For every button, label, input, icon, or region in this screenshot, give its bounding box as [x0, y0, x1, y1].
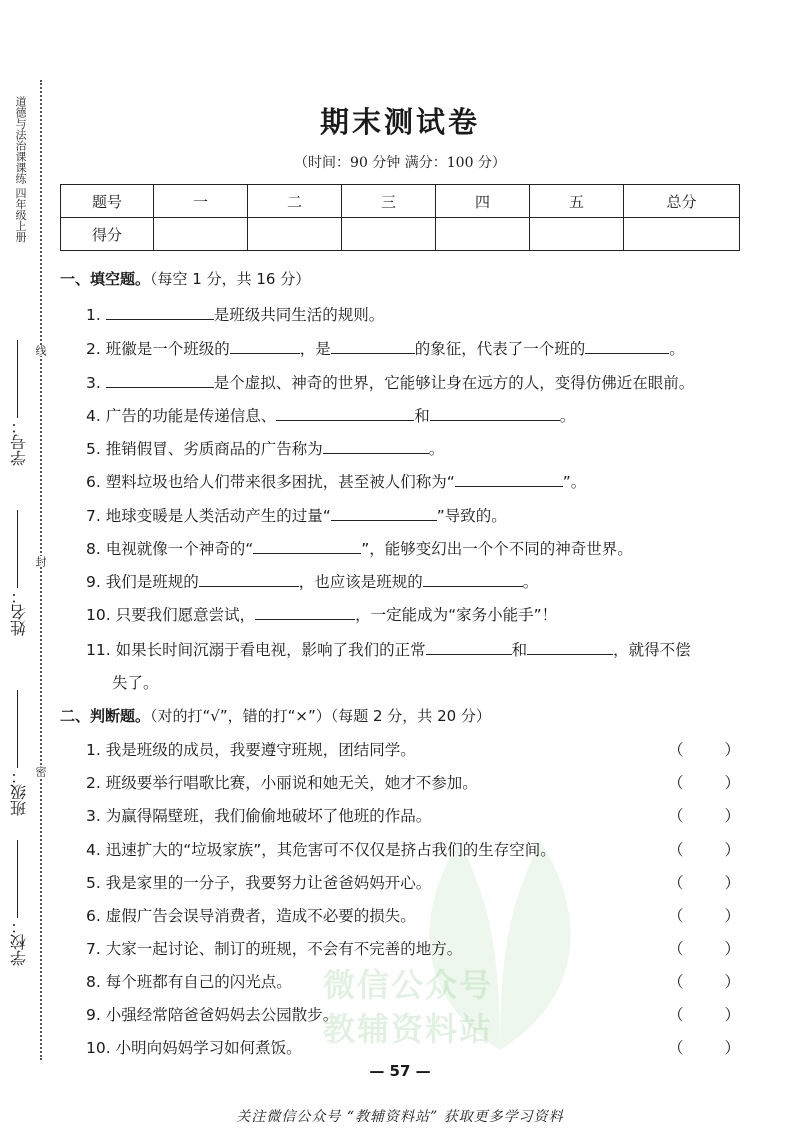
score-cell[interactable] — [530, 218, 624, 251]
score-cell[interactable] — [436, 218, 530, 251]
footer-note: 关注微信公众号 “教辅资料站” 获取更多学习资料 — [236, 1109, 564, 1125]
answer-parens[interactable] — [668, 970, 740, 992]
score-table — [60, 184, 740, 251]
question-text: ”。 — [562, 473, 587, 491]
score-header-cell: 题号 — [61, 185, 154, 218]
class-field — [6, 690, 32, 816]
question-text: 10. 只要我们愿意尝试， — [86, 606, 256, 624]
score-table-score-row — [61, 218, 740, 251]
score-header-cell: 四 — [436, 185, 530, 218]
answer-blank[interactable] — [426, 637, 512, 655]
fill-question-3 — [86, 370, 694, 393]
section-2-title: 二、判断题。 — [60, 707, 151, 725]
paren-open: （ — [668, 774, 684, 792]
answer-parens[interactable] — [668, 771, 740, 793]
question-text: ”导致的。 — [436, 507, 507, 525]
book-label: 道德与法治课课练 四年级上册 — [14, 96, 27, 243]
paren-close: ） — [724, 807, 740, 825]
question-text: 是个虚拟、神奇的世界，它能够让身在远方的人，变得仿佛近在眼前。 — [213, 374, 695, 392]
paren-open: （ — [668, 807, 684, 825]
question-text: 。 — [559, 407, 576, 425]
answer-blank[interactable] — [199, 569, 299, 587]
question-text: ，一定能成为“家务小能手”！ — [355, 606, 558, 624]
fill-question-11-continued: 失了。 — [112, 674, 159, 692]
question-text: 2. 班徽是一个班级的 — [86, 340, 230, 358]
paren-close: ） — [724, 841, 740, 859]
answer-blank[interactable] — [276, 403, 414, 421]
paren-close: ） — [724, 741, 740, 759]
judge-question-10: 10. 小明向妈妈学习如何煮饭。 — [86, 1039, 302, 1057]
student-name-field — [6, 510, 32, 636]
fill-question-5 — [86, 436, 444, 459]
judge-question-5: 5. 我是家里的一分子，我要努力让爸爸妈妈开心。 — [86, 874, 432, 892]
paren-open: （ — [668, 874, 684, 892]
paren-close: ） — [724, 1039, 740, 1057]
fill-question-4 — [86, 403, 575, 426]
student-name-line[interactable] — [18, 510, 19, 588]
answer-parens[interactable] — [668, 904, 740, 926]
section-1-note: （每空 1 分，共 16 分） — [150, 270, 311, 288]
question-text: 。 — [522, 573, 539, 591]
answer-parens[interactable] — [668, 871, 740, 893]
fill-question-2 — [86, 336, 685, 359]
question-number: 3. — [86, 374, 101, 392]
judge-question-7: 7. 大家一起讨论、制订的班规，不会有不完善的地方。 — [86, 940, 463, 958]
page-title: 期末测试卷 — [319, 105, 480, 139]
class-line[interactable] — [18, 690, 19, 768]
answer-blank[interactable] — [323, 436, 429, 454]
question-text: ，就得不偿 — [613, 641, 691, 659]
answer-blank[interactable] — [106, 302, 214, 320]
answer-blank[interactable] — [455, 469, 563, 487]
cut-mark-dense: 密 — [34, 766, 47, 777]
question-text: 。 — [669, 340, 685, 358]
fill-question-7 — [86, 503, 507, 526]
section-2-heading — [60, 705, 491, 726]
answer-blank[interactable] — [585, 336, 669, 354]
paren-open: （ — [668, 741, 684, 759]
paren-open: （ — [668, 1006, 684, 1024]
exam-info: （时间：90 分钟 满分：100 分） — [294, 155, 506, 171]
fill-question-11 — [86, 637, 691, 660]
paren-close: ） — [724, 874, 740, 892]
fill-question-9 — [86, 569, 538, 592]
fill-question-8 — [86, 536, 633, 559]
question-text: ”，能够变幻出一个个不同的神奇世界。 — [361, 540, 633, 558]
score-cell[interactable] — [154, 218, 248, 251]
judge-question-8: 8. 每个班都有自己的闪光点。 — [86, 973, 292, 991]
judge-question-4: 4. 迅速扩大的“垃圾家族”，其危害可不仅仅是挤占我们的生存空间。 — [86, 841, 556, 859]
paren-open: （ — [668, 940, 684, 958]
question-number: 1. — [86, 306, 101, 324]
question-text: 7. 地球变暖是人类活动产生的过量“ — [86, 507, 331, 525]
paren-open: （ — [668, 907, 684, 925]
student-number-line[interactable] — [18, 340, 19, 418]
cut-mark-seal: 封 — [34, 556, 47, 567]
question-text: 的象征，代表了一个班的 — [414, 340, 586, 358]
score-cell[interactable] — [342, 218, 436, 251]
answer-blank[interactable] — [331, 503, 437, 521]
question-text: 8. 电视就像一个神奇的“ — [86, 540, 254, 558]
score-cell[interactable] — [248, 218, 342, 251]
answer-parens[interactable] — [668, 1003, 740, 1025]
cut-line — [40, 80, 42, 1060]
answer-parens[interactable] — [668, 838, 740, 860]
answer-blank[interactable] — [106, 370, 214, 388]
answer-blank[interactable] — [527, 637, 613, 655]
judge-question-1: 1. 我是班级的成员，我要遵守班规，团结同学。 — [86, 741, 416, 759]
cut-mark-line: 线 — [34, 345, 47, 356]
school-label: 学校： — [9, 918, 29, 966]
score-header-cell: 总分 — [624, 185, 740, 218]
paren-close: ） — [724, 940, 740, 958]
answer-blank[interactable] — [331, 336, 415, 354]
score-header-cell: 二 — [248, 185, 342, 218]
question-text: ，也应该是班规的 — [298, 573, 423, 591]
answer-blank[interactable] — [230, 336, 300, 354]
paren-open: （ — [668, 1039, 684, 1057]
score-table-header-row — [61, 185, 740, 218]
paren-open: （ — [668, 973, 684, 991]
question-text: 4. 广告的功能是传递信息、 — [86, 407, 277, 425]
paren-close: ） — [724, 973, 740, 991]
section-1-heading — [60, 268, 310, 289]
answer-parens[interactable] — [668, 738, 740, 760]
question-text: 5. 推销假冒、劣质商品的广告称为 — [86, 440, 323, 458]
question-text: 9. 我们是班规的 — [86, 573, 199, 591]
judge-question-2: 2. 班级要举行唱歌比赛，小丽说和她无关，她才不参加。 — [86, 774, 478, 792]
judge-question-9: 9. 小强经常陪爸爸妈妈去公园散步。 — [86, 1006, 339, 1024]
score-cell[interactable] — [624, 218, 740, 251]
school-line[interactable] — [18, 840, 19, 918]
question-text: 6. 塑料垃圾也给人们带来很多困扰，甚至被人们称为“ — [86, 473, 455, 491]
watermark-text-2: 教辅资料站 — [322, 1010, 493, 1048]
paren-close: ） — [724, 907, 740, 925]
answer-parens[interactable] — [668, 937, 740, 959]
watermark-text-1: 微信公众号 — [322, 966, 493, 1004]
question-text: 和 — [414, 407, 430, 425]
answer-blank[interactable] — [255, 602, 355, 620]
score-row-label: 得分 — [61, 218, 154, 251]
school-field — [6, 840, 32, 966]
fill-question-6 — [86, 469, 586, 492]
answer-blank[interactable] — [253, 536, 361, 554]
question-text: 。 — [428, 440, 445, 458]
paren-close: ） — [724, 774, 740, 792]
fill-question-1 — [86, 302, 384, 325]
question-text: 和 — [511, 641, 528, 659]
answer-blank[interactable] — [430, 403, 560, 421]
answer-parens[interactable] — [668, 1036, 740, 1058]
student-number-field — [6, 340, 32, 466]
judge-question-6: 6. 虚假广告会误导消费者，造成不必要的损失。 — [86, 907, 416, 925]
score-header-cell: 三 — [342, 185, 436, 218]
student-number-label: 学号： — [9, 418, 29, 466]
question-text: 11. 如果长时间沉溺于看电视，影响了我们的正常 — [86, 641, 426, 659]
score-header-cell: 五 — [530, 185, 624, 218]
judge-question-3: 3. 为赢得隔壁班，我们偷偷地破坏了他班的作品。 — [86, 807, 432, 825]
fill-question-10 — [86, 602, 557, 625]
section-1-title: 一、填空题。 — [60, 270, 151, 288]
answer-parens[interactable] — [668, 804, 740, 826]
section-2-note: （对的打“√”，错的打“×”）（每题 2 分，共 20 分） — [150, 707, 491, 725]
answer-blank[interactable] — [423, 569, 523, 587]
class-label: 班级： — [9, 768, 29, 816]
page-number: — 57 — — [369, 1062, 431, 1080]
paren-open: （ — [668, 841, 684, 859]
student-name-label: 姓名： — [9, 588, 29, 636]
question-text: ，是 — [299, 340, 331, 358]
score-header-cell: 一 — [154, 185, 248, 218]
paren-close: ） — [724, 1006, 740, 1024]
question-text: 是班级共同生活的规则。 — [213, 306, 385, 324]
